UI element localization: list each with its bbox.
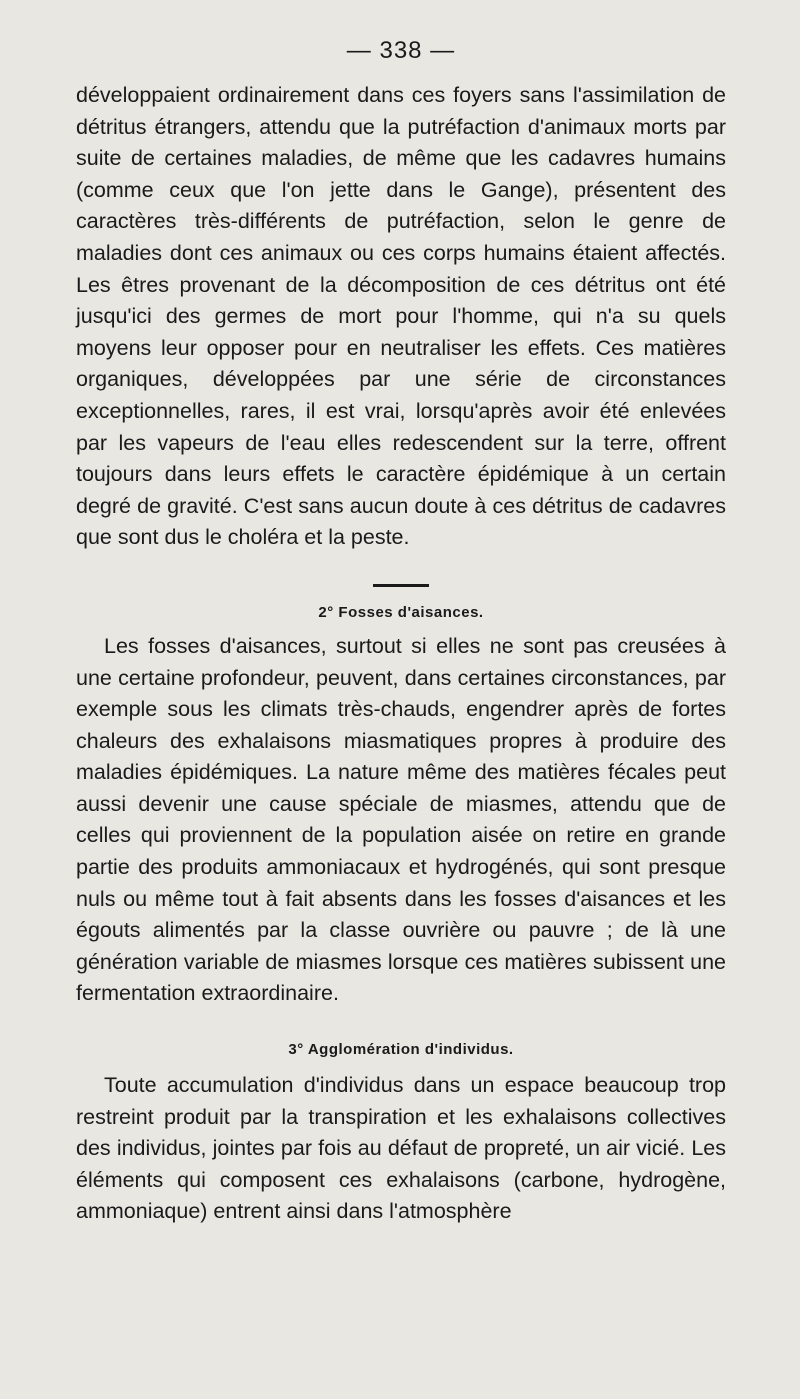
page-number: — 338 — (346, 37, 456, 64)
section-heading-agglomeration: 3° Agglomération d'individus. (288, 1041, 514, 1059)
paragraph-agglomeration: Toute accumulation d'individus dans un espace beaucoup trop restreint produit par la transpiration et les exhalaisons collectives des individus, jointes par fois au défaut de propreté, un air vicié. Les éléments qui composent ces exhalaisons (carbone, hydrogène, ammoniaque) entrent ainsi dans l'atmosphère (76, 1073, 726, 1224)
paragraph-fosses: Les fosses d'aisances, surtout si elles ne sont pas creusées à une certaine profondeur, peuvent, dans certaines circonstances, par exemple sous les climats très-chauds, engendrer après de fortes chaleurs des exhalaisons miasmatiques propres à produire des maladies épidémiques. La nature même des matières fécales peut aussi devenir une cause spéciale de miasmes, attendu que de celles qui proviennent de la population aisée on retire en grande partie des produits ammoniacaux et hydrogénés, qui sont presque nuls ou même tout à fait absents dans les fosses d'aisances et les égouts alimentés par la classe ouvrière ou pauvre ; de là une génération variable de miasmes lorsque ces matières subissent une fermentation extraordinaire. (76, 633, 726, 1006)
paragraph-continuation: développaient ordinairement dans ces foyers sans l'assimilation de détritus étrangers, attendu que la putréfaction d'animaux morts par suite de certaines maladies, de même que les cadavres humains (comme ceux que l'on jette dans le Gange), présentent des caractères très-différents de putréfaction, selon le genre de maladies dont ces animaux ou ces corps humains étaient affectés. Les êtres provenant de la décomposition de ces détritus ont été jusqu'ici des germes de mort pour l'homme, qui n'a su quels moyens leur opposer pour en neutraliser les effets. Ces matières organiques, développées par une série de circonstances exceptionnelles, rares, il est vrai, lorsqu'après avoir été enlevées par les vapeurs de l'eau elles redescendent sur la terre, offrent toujours dans leurs effets le caractère épidémique à un certain degré de gravité. C'est sans aucun doute à ces détritus de cadavres que sont dus le choléra et la peste. (76, 83, 726, 550)
book-page (76, 36, 726, 1228)
section-heading-fosses: 2° Fosses d'aisances. (318, 603, 484, 621)
section-divider (373, 584, 429, 587)
